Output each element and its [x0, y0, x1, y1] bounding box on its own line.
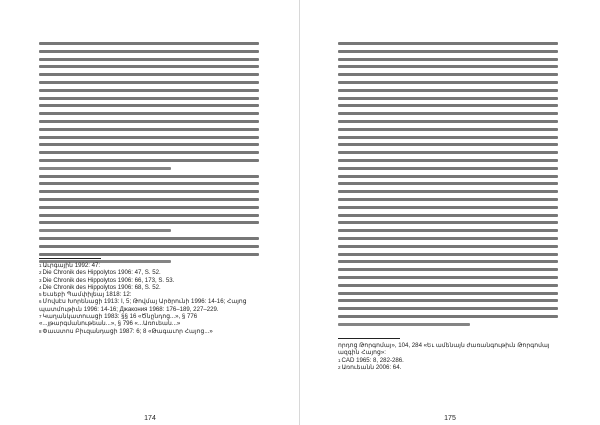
- footnote-item: $^1$Աւրգային 1992: 47:: [39, 262, 101, 269]
- footnote-item: որդոց Թորգոմայ», 104, 284 «Եւ ամենայն ժառանգութիւն Թորգոմայ ազգին Հայոց»:: [338, 342, 550, 357]
- footnote-item: $^1$CAD 1965: 8, 282-286.: [338, 356, 404, 364]
- left-footnote-divider: [39, 258, 101, 259]
- right-page-number: 175: [444, 415, 456, 422]
- footnote-item: $^2$Առուեանն 2006: 64.: [338, 363, 402, 371]
- right-page: [300, 0, 600, 425]
- footnote-item: $^3$Die Chronik des Hippolytos 1906: 66, 173, S. 53.: [39, 276, 175, 284]
- footnote-item: $^6$Մովսէս Խորենացի 1913: I, 5; Թովմայ Արծրունի 1996: 14-16; Հայոց պատմութիւն 1996: 14-16; Джакония 1968: 176–189, 227–229.: [39, 298, 247, 313]
- footnote-item: $^7$Կաղանկատուացի 1983: §§ 16 «Ծնընդոց...», § 776 «...յթարգմանութեան...», § 796 «...Առուեան...»: [39, 313, 198, 328]
- right-footnote-divider: [338, 338, 400, 339]
- left-body-text: [39, 42, 259, 268]
- footnote-item: $^2$Die Chronik des Hippolytos 1906: 47, S. 52.: [39, 269, 161, 277]
- right-footnotes: [338, 342, 558, 371]
- footnote-item: $^4$Die Chronik des Hippolytos 1906: 68, S. 52.: [39, 283, 161, 291]
- left-page-number: 174: [144, 415, 156, 422]
- footnote-item: $^5$Եւսեբի Պամփիլեայ 1818: 12:: [39, 291, 132, 299]
- footnote-item: $^8$Փաւստոս Բիւզանդացի 1987: 6; 8 «Թագաւոր Հայոց...»: [39, 327, 213, 335]
- left-footnotes: [39, 262, 259, 335]
- right-body-text: [338, 42, 558, 330]
